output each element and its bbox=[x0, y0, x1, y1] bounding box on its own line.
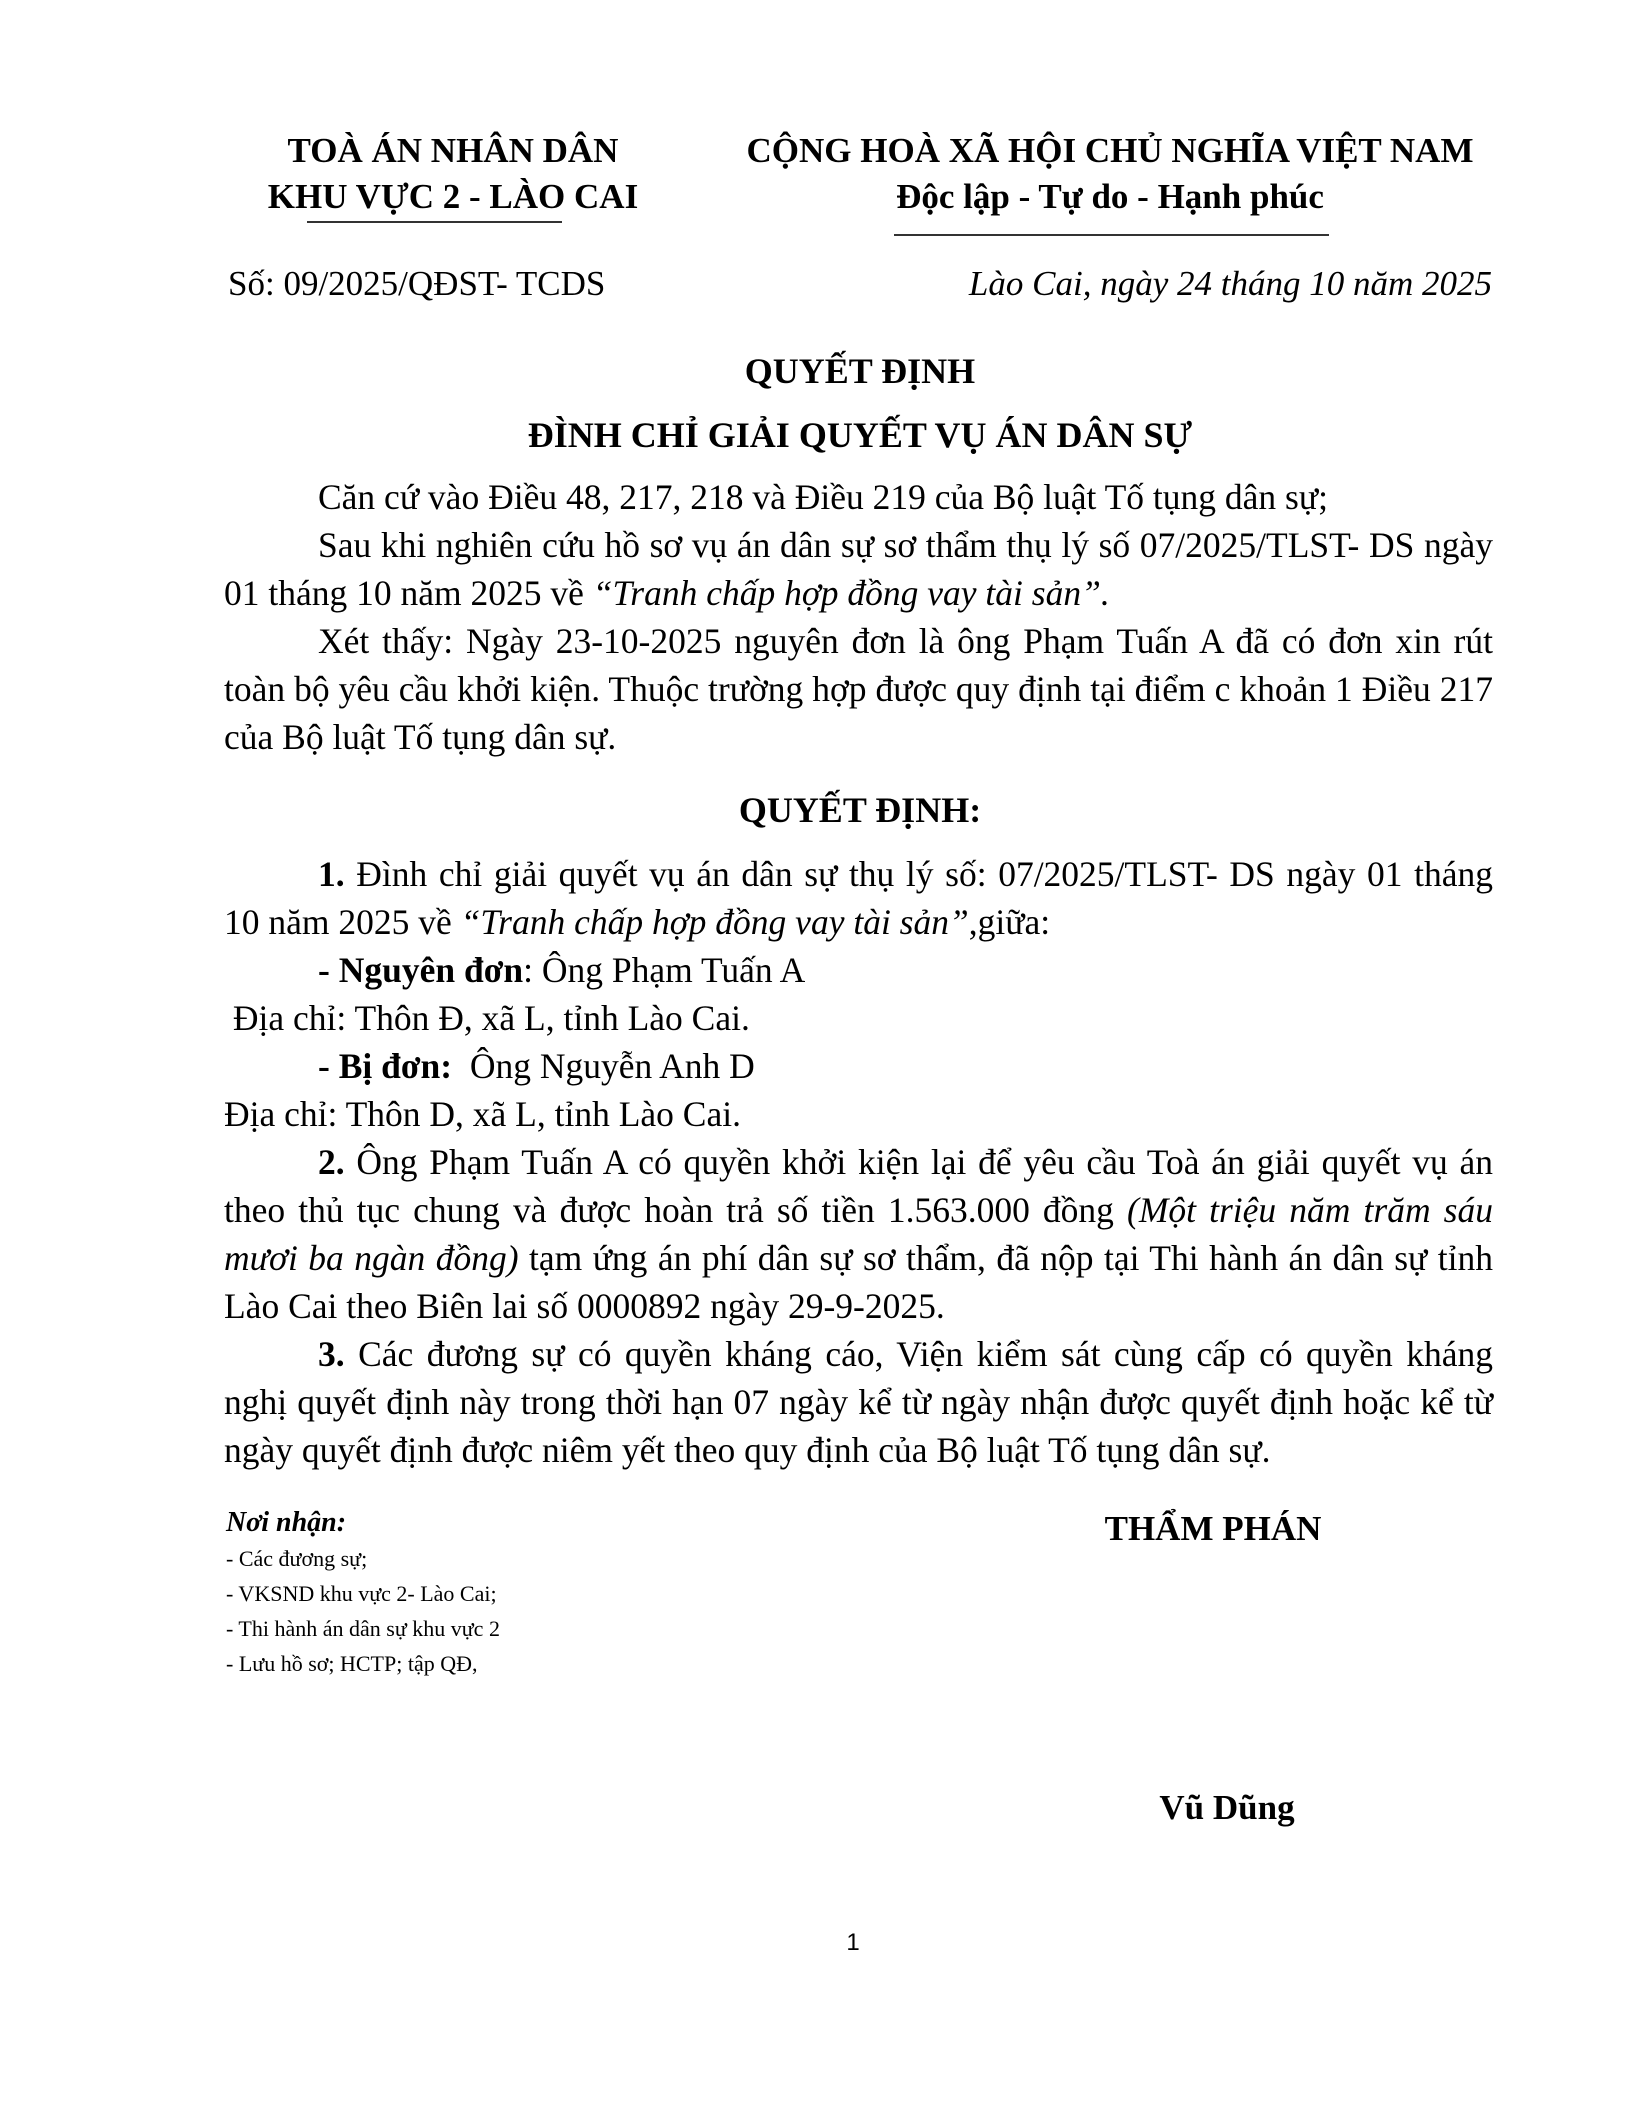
item-text: ,giữa: bbox=[968, 902, 1051, 942]
court-line-2: KHU VỰC 2 - LÀO CAI bbox=[267, 177, 639, 216]
item-number: 2. bbox=[318, 1142, 345, 1182]
motto-underline bbox=[894, 234, 1329, 236]
recipients-label: Nơi nhận: bbox=[226, 1507, 347, 1538]
case-review bbox=[224, 521, 1493, 617]
decision-item-2 bbox=[224, 1138, 1493, 1330]
plaintiff-address: Địa chỉ: Thôn Đ, xã L, tỉnh Lào Cai. bbox=[224, 998, 750, 1038]
recipient-item: - Các đương sự; bbox=[226, 1546, 368, 1571]
decision-subtitle: ĐÌNH CHỈ GIẢI QUYẾT VỤ ÁN DÂN SỰ bbox=[527, 415, 1193, 455]
defendant-label: - Bị đơn: bbox=[318, 1046, 453, 1086]
decision-item-1 bbox=[224, 850, 1493, 946]
item-text: Đình chỉ giải quyết vụ án dân sự thụ lý số: 07/2025/TLST- DS ngày 01 tháng 10 năm 2025 về bbox=[224, 854, 1493, 942]
document-number: Số: 09/2025/QĐST- TCDS bbox=[228, 264, 606, 303]
case-subject: “Tranh chấp hợp đồng vay tài sản” bbox=[460, 902, 969, 942]
decision-body bbox=[224, 850, 1493, 1474]
findings: Xét thấy: Ngày 23-10-2025 nguyên đơn là ông Phạm Tuấn A đã có đơn xin rút toàn bộ yêu cầu khởi kiện. Thuộc trường hợp được quy định tại điểm c khoản 1 Điều 217 của Bộ luật Tố tụng dân sự. bbox=[224, 621, 1493, 757]
recipient-item: - VKSND khu vực 2- Lào Cai; bbox=[226, 1581, 497, 1606]
item-number: 3. bbox=[318, 1334, 345, 1374]
amount-in-words: (Một triệu năm trăm sáu mươi ba ngàn đồng) bbox=[224, 1190, 1493, 1278]
item-text: tạm ứng án phí dân sự sơ thẩm, đã nộp tại Thi hành án dân sự tỉnh Lào Cai theo Biên lai số 0000892 ngày 29-9-2025. bbox=[224, 1238, 1493, 1326]
item-text: Ông Phạm Tuấn A có quyền khởi kiện lại để yêu cầu Toà án giải quyết vụ án theo thủ tục chung và được hoàn trả số tiền 1.563.000 đồng bbox=[224, 1142, 1493, 1230]
defendant bbox=[224, 1042, 1493, 1090]
case-subject: “Tranh chấp hợp đồng vay tài sản”. bbox=[592, 573, 1110, 613]
plaintiff-label: - Nguyên đơn bbox=[318, 950, 524, 990]
national-name: CỘNG HOÀ XÃ HỘI CHỦ NGHĨA VIỆT NAM bbox=[746, 131, 1474, 170]
court-underline bbox=[307, 221, 562, 223]
legal-basis: Căn cứ vào Điều 48, 217, 218 và Điều 219 của Bộ luật Tố tụng dân sự; bbox=[318, 477, 1328, 517]
recipient-item: - Lưu hồ sơ; HCTP; tập QĐ, bbox=[226, 1651, 478, 1676]
decision-heading: QUYẾT ĐỊNH: bbox=[738, 790, 982, 830]
defendant-address: Địa chỉ: Thôn D, xã L, tỉnh Lào Cai. bbox=[224, 1094, 741, 1134]
item-number: 1. bbox=[318, 854, 345, 894]
court-line-1: TOÀ ÁN NHÂN DÂN bbox=[287, 131, 619, 170]
page-number: 1 bbox=[846, 1929, 860, 1956]
decision-item-3 bbox=[224, 1330, 1493, 1474]
signer-title: THẨM PHÁN bbox=[1104, 1509, 1322, 1548]
national-title bbox=[700, 128, 1520, 220]
signer-name: Vũ Dũng bbox=[1159, 1788, 1295, 1827]
case-review-text: Sau khi nghiên cứu hồ sơ vụ án dân sự sơ thẩm thụ lý số 07/2025/TLST- DS ngày 01 tháng 10 năm 2025 về bbox=[224, 525, 1493, 613]
defendant-name: Ông Nguyễn Anh D bbox=[452, 1046, 755, 1086]
court-name bbox=[253, 128, 653, 220]
place-date: Lào Cai, ngày 24 tháng 10 năm 2025 bbox=[968, 264, 1492, 303]
plaintiff bbox=[224, 946, 1493, 994]
plaintiff-name: : Ông Phạm Tuấn A bbox=[523, 950, 806, 990]
decision-title: QUYẾT ĐỊNH bbox=[744, 351, 976, 391]
recipients bbox=[226, 1505, 500, 1681]
recipient-item: - Thi hành án dân sự khu vực 2 bbox=[226, 1616, 500, 1641]
preamble bbox=[224, 473, 1493, 761]
item-text: Các đương sự có quyền kháng cáo, Viện kiểm sát cùng cấp có quyền kháng nghị quyết định này trong thời hạn 07 ngày kể từ ngày nhận được quyết định hoặc kể từ ngày quyết định được niêm yết theo quy định của Bộ luật Tố tụng dân sự. bbox=[224, 1334, 1493, 1470]
national-motto: Độc lập - Tự do - Hạnh phúc bbox=[896, 177, 1324, 216]
